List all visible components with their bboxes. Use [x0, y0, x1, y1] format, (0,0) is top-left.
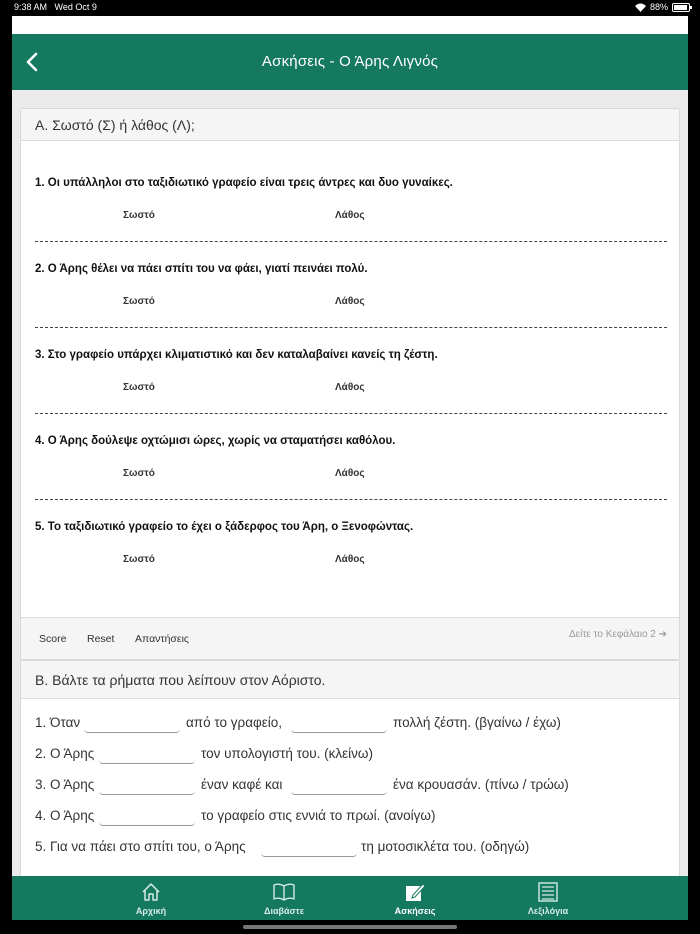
true-option[interactable]: Σωστό [123, 382, 155, 393]
answer-blank[interactable] [99, 806, 195, 826]
question-4 [35, 435, 667, 479]
home-icon [101, 880, 201, 904]
true-option[interactable]: Σωστό [123, 554, 155, 565]
true-option[interactable]: Σωστό [123, 210, 155, 221]
book-icon [234, 880, 334, 904]
status-right [635, 2, 690, 12]
answer-blank[interactable] [291, 775, 387, 795]
false-option[interactable]: Λάθος [335, 296, 365, 307]
fill-line-4 [35, 806, 675, 828]
status-time-date: 9:38 AM Wed Oct 9 [14, 2, 97, 12]
question-text: 3. Στο γραφείο υπάρχει κλιματιστικό και δεν καταλαβαίνει κανείς τη ζέστη. [35, 349, 438, 361]
navigation-bar [12, 34, 688, 90]
section-b-card [20, 660, 680, 876]
tab-home[interactable] [101, 880, 201, 918]
tab-label: Ασκήσεις [394, 906, 436, 916]
section-a-header: Α. Σωστό (Σ) ή λάθος (Λ); [21, 109, 679, 141]
reset-button[interactable]: Reset [87, 633, 115, 645]
app-window [12, 16, 688, 920]
chapter-2-link[interactable]: Δείτε το Κεφάλαιο 2 ➜ [569, 629, 667, 640]
battery-icon [672, 3, 690, 12]
question-divider [35, 327, 667, 328]
fill-text: το γραφείο στις εννιά το πρωί. (ανοίγω) [201, 808, 436, 823]
fill-text: 3. Ο Άρης [35, 777, 95, 792]
false-option[interactable]: Λάθος [335, 210, 365, 221]
tab-read[interactable] [234, 880, 334, 918]
score-button[interactable]: Score [39, 633, 67, 645]
fill-text: 1. Όταν [35, 715, 81, 730]
true-option[interactable]: Σωστό [123, 296, 155, 307]
question-text: 2. Ο Άρης θέλει να πάει σπίτι του να φάει, γιατί πεινάει πολύ. [35, 263, 368, 275]
vocabulary-icon [498, 880, 598, 904]
fill-text: έναν καφέ και [201, 777, 283, 792]
question-1 [35, 177, 667, 221]
fill-text: 4. Ο Άρης [35, 808, 95, 823]
status-bar [0, 0, 700, 16]
question-text: 4. Ο Άρης δούλεψε οχτώμισι ώρες, χωρίς να σταματήσει καθόλου. [35, 435, 396, 447]
question-text: 1. Οι υπάλληλοι στο ταξιδιωτικό γραφείο είναι τρεις άντρες και δυο γυναίκες. [35, 177, 453, 189]
answer-blank[interactable] [99, 775, 195, 795]
question-divider [35, 241, 667, 242]
battery-percent: 88% [649, 2, 668, 12]
section-a-card [20, 108, 680, 660]
fill-text: τη μοτοσικλέτα του. (οδηγώ) [361, 839, 530, 854]
false-option[interactable]: Λάθος [335, 468, 365, 479]
tab-label: Διαβάστε [264, 906, 304, 916]
fill-line-5 [35, 837, 675, 859]
section-b-header: Β. Βάλτε τα ρήματα που λείπουν στον Αόριστο. [21, 661, 679, 699]
answer-blank[interactable] [99, 744, 195, 764]
fill-line-1 [35, 713, 675, 735]
false-option[interactable]: Λάθος [335, 382, 365, 393]
fill-text: 5. Για να πάει στο σπίτι του, ο Άρης [35, 839, 246, 854]
answer-blank[interactable] [261, 837, 357, 857]
top-spacer [12, 16, 688, 34]
answer-blank[interactable] [84, 713, 180, 733]
page-title: Ασκήσεις - Ο Άρης Λιγνός [261, 53, 439, 70]
content-scroll[interactable] [12, 90, 688, 876]
answer-blank[interactable] [291, 713, 387, 733]
question-5 [35, 521, 667, 565]
fill-text: τον υπολογιστή του. (κλείνω) [201, 746, 373, 761]
tab-label: Αρχική [135, 906, 167, 916]
fill-line-3 [35, 775, 675, 797]
fill-text: από το γραφείο, [186, 715, 283, 730]
fill-text: ένα κρουασάν. (πίνω / τρώω) [393, 777, 569, 792]
home-indicator[interactable] [243, 925, 457, 929]
answers-button[interactable]: Απαντήσεις [135, 633, 189, 645]
tab-label: Λεξιλόγια [527, 906, 569, 916]
tab-exercises[interactable] [365, 880, 465, 918]
tab-bar [12, 876, 688, 920]
fill-line-2 [35, 744, 675, 766]
tab-vocabulary[interactable] [498, 880, 598, 918]
false-option[interactable]: Λάθος [335, 554, 365, 565]
question-2 [35, 263, 667, 307]
exercise-icon [365, 880, 465, 904]
question-3 [35, 349, 667, 393]
true-option[interactable]: Σωστό [123, 468, 155, 479]
question-divider [35, 499, 667, 500]
wifi-icon [635, 3, 646, 12]
section-a-footer [21, 617, 679, 659]
question-text: 5. Το ταξιδιωτικό γραφείο το έχει ο ξάδερφος του Άρη, ο Ξενοφώντας. [35, 521, 414, 533]
fill-text: πολλή ζέστη. (βγαίνω / έχω) [393, 715, 561, 730]
fill-text: 2. Ο Άρης [35, 746, 95, 761]
question-divider [35, 413, 667, 414]
